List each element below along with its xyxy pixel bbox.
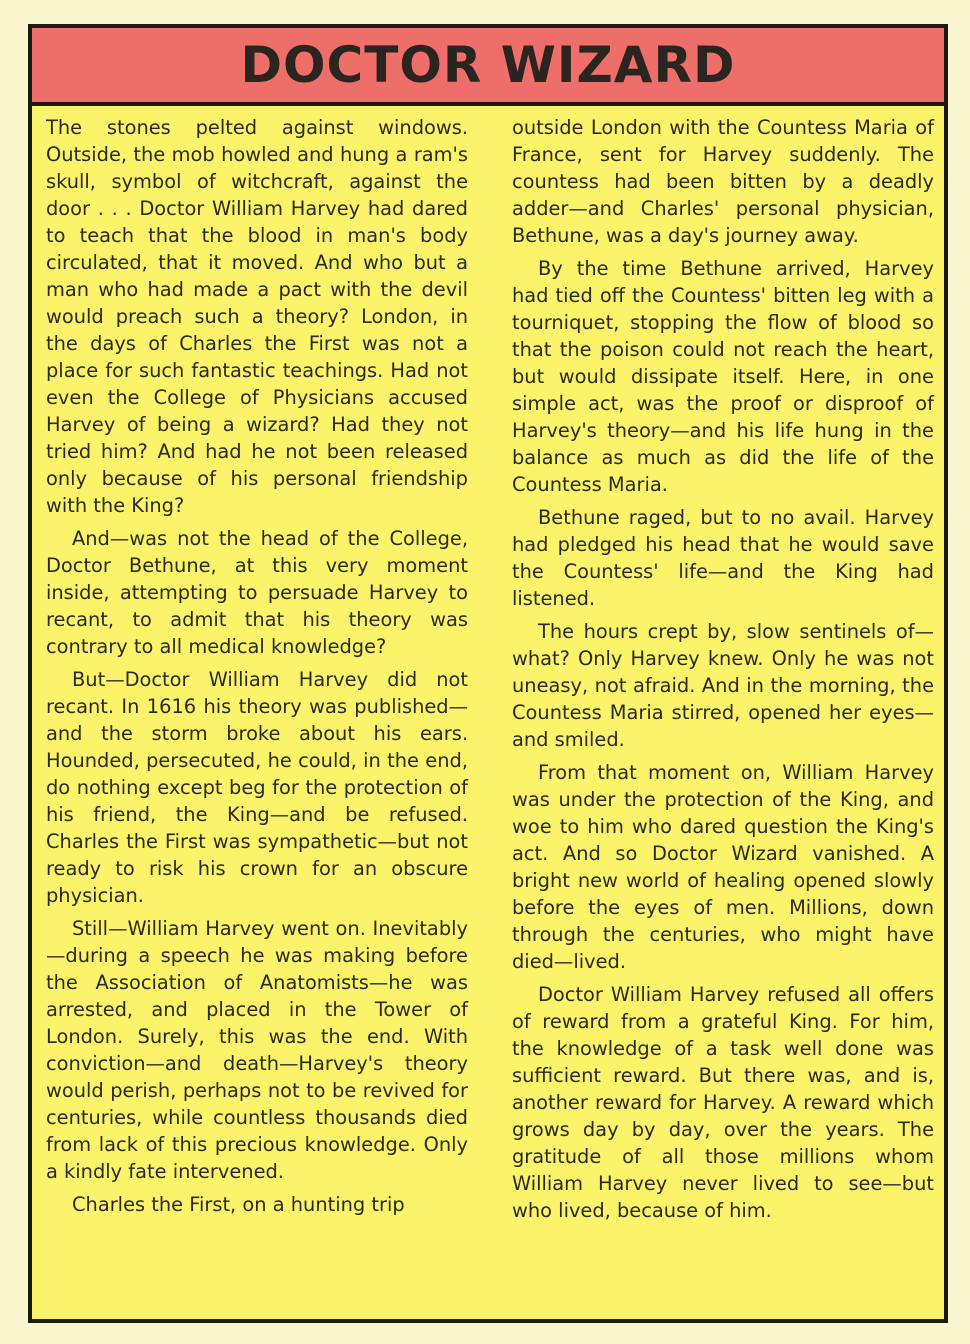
paragraph: Bethune raged, but to no avail. Harvey had pledged his head that he would save the Countess' life—and the King had listened.: [512, 506, 934, 610]
paragraph: But—Doctor William Harvey did not recant. In 1616 his theory was published—and the storm broke about his ears. Hounded, persecuted, he could, in the end, do nothing except beg for the protection of his friend, the King—and be refused. Charles the First was sympathetic—but not ready to risk his crown for an obscure physician.: [46, 668, 468, 907]
left-column: [46, 114, 468, 1314]
paragraph: Still—William Harvey went on. Inevitably—during a speech he was making before the Association of Anatomists—he was arrested, and placed in the Tower of London. Surely, this was the end. With conviction—and death—Harvey's theory would perish, perhaps not to be revived for centuries, while countless thousands died from lack of this precious knowledge. Only a kindly fate intervened.: [46, 917, 468, 1183]
article-frame: [28, 24, 948, 1323]
title-bar: [32, 28, 944, 106]
paragraph: And—was not the head of the College, Doctor Bethune, at this very moment inside, attempting to persuade Harvey to recant, to admit that his theory was contrary to all medical knowledge?: [46, 527, 468, 658]
paragraph: Charles the First, on a hunting trip: [72, 1193, 405, 1216]
paragraph: By the time Bethune arrived, Harvey had tied off the Countess' bitten leg with a tourniquet, stopping the flow of blood so that the poison could not reach the heart, but would dissipate itself. Here, in one simple act, was the proof or disproof of Harvey's theory—and his life hung in the balance as much as did the life of the Countess Maria.: [512, 257, 934, 496]
paragraph: The stones pelted against windows. Outside, the mob howled and hung a ram's skull, symbol of witchcraft, against the door . . . Doctor William Harvey had dared to teach that the blood in man's body circulated, that it moved. And who but a man who had made a pact with the devil would preach such a theory? London, in the days of Charles the First was not a place for such fantastic teachings. Had not even the College of Physicians accused Harvey of being a wizard? Had they not tried him? And had he not been released only because of his personal friendship with the King?: [46, 116, 468, 517]
article-body: [46, 114, 934, 1314]
paragraph: Doctor William Harvey refused all offers of reward from a grateful King. For him, the knowledge of a task well done was sufficient reward. But there was, and is, another reward for Harvey. A reward which grows day by day, over the years. The gratitude of all those millions whom William Harvey never lived to see—but who lived, because of him.: [512, 983, 934, 1222]
right-column: [512, 114, 934, 1314]
paragraph: outside London with the Countess Maria of France, sent for Harvey suddenly. The countess had been bitten by a deadly adder—and Charles' personal physician, Bethune, was a day's journey away.: [512, 116, 934, 247]
paragraph: From that moment on, William Harvey was under the protection of the King, and woe to him who dared question the King's act. And so Doctor Wizard vanished. A bright new world of healing opened slowly before the eyes of men. Millions, down through the centuries, who might have died—lived.: [512, 761, 934, 973]
paragraph: The hours crept by, slow sentinels of—what? Only Harvey knew. Only he was not uneasy, not afraid. And in the morning, the Countess Maria stirred, opened her eyes—and smiled.: [512, 620, 934, 751]
page-title: DOCTOR WIZARD: [240, 36, 736, 94]
